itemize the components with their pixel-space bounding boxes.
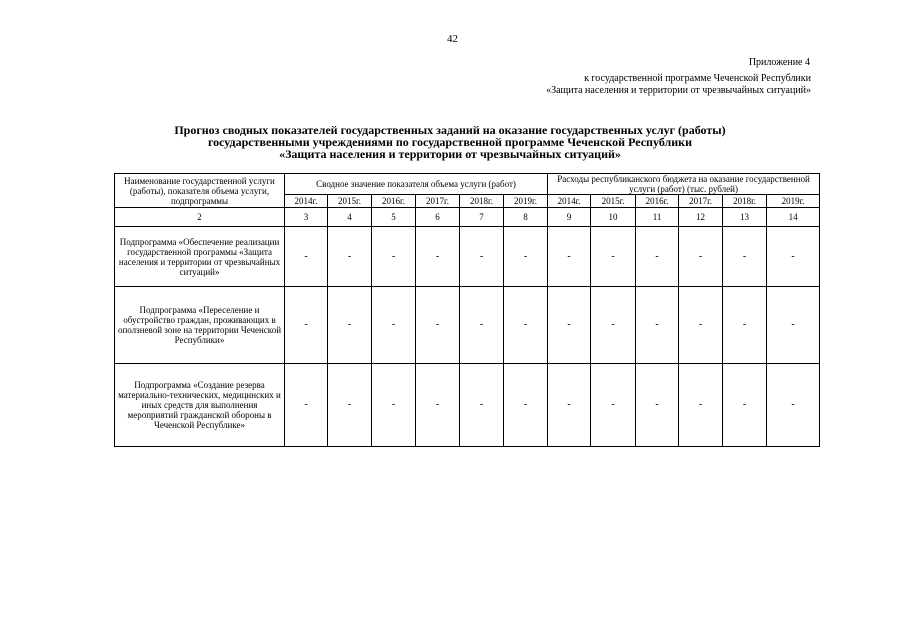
subprogram-name: Подпрограмма «Обеспечение реализации государственной программы «Защита населения и территории от чрезвычайных ситуаций» bbox=[115, 227, 285, 287]
appendix-label: Приложение 4 bbox=[748, 57, 810, 68]
page-number: 42 bbox=[447, 33, 458, 45]
table-cell: - bbox=[328, 287, 372, 364]
year-header: 2015г. bbox=[328, 195, 372, 208]
column-number: 5 bbox=[372, 208, 416, 227]
header-volume: Сводное значение показателя объема услуги (работ) bbox=[285, 174, 548, 195]
title-line-1: Прогноз сводных показателей государственных заданий на оказание государственных услуг (работы) bbox=[174, 123, 726, 137]
table-cell: - bbox=[636, 287, 679, 364]
table-cell: - bbox=[679, 364, 723, 447]
table-cell: - bbox=[636, 364, 679, 447]
column-number: 12 bbox=[679, 208, 723, 227]
title-line-3: «Защита населения и территории от чрезвычайных ситуаций» bbox=[279, 147, 621, 161]
table-cell: - bbox=[372, 227, 416, 287]
year-header: 2018г. bbox=[460, 195, 504, 208]
table-cell: - bbox=[548, 227, 591, 287]
table-row bbox=[115, 364, 820, 447]
year-header: 2015г. bbox=[591, 195, 636, 208]
table-cell: - bbox=[285, 287, 328, 364]
table-cell: - bbox=[416, 287, 460, 364]
column-number: 9 bbox=[548, 208, 591, 227]
year-header: 2018г. bbox=[723, 195, 767, 208]
forecast-table bbox=[114, 173, 820, 447]
table-cell: - bbox=[548, 287, 591, 364]
column-number: 13 bbox=[723, 208, 767, 227]
column-number: 6 bbox=[416, 208, 460, 227]
column-number: 3 bbox=[285, 208, 328, 227]
table-cell: - bbox=[591, 227, 636, 287]
table-cell: - bbox=[328, 227, 372, 287]
column-number: 2 bbox=[115, 208, 285, 227]
table-header-row bbox=[115, 174, 820, 195]
subprogram-name: Подпрограмма «Переселение и обустройство граждан, проживающих в оползневой зоне на территории Чеченской Республики» bbox=[115, 287, 285, 364]
table-cell: - bbox=[767, 227, 820, 287]
appendix-reference bbox=[546, 73, 811, 97]
table-cell: - bbox=[767, 287, 820, 364]
appendix-ref-line-1: к государственной программе Чеченской Республики bbox=[584, 73, 811, 84]
table-cell: - bbox=[372, 287, 416, 364]
table-cell: - bbox=[679, 287, 723, 364]
column-number: 8 bbox=[504, 208, 548, 227]
table-cell: - bbox=[591, 364, 636, 447]
header-budget: Расходы республиканского бюджета на оказание государственной услуги (работ) (тыс. рублей) bbox=[548, 174, 820, 195]
year-header: 2017г. bbox=[416, 195, 460, 208]
table-cell: - bbox=[416, 364, 460, 447]
title-line-2: государственными учреждениями по государственной программе Чеченской Республики bbox=[207, 135, 692, 149]
column-number-row bbox=[115, 208, 820, 227]
year-header: 2019г. bbox=[504, 195, 548, 208]
subprogram-name: Подпрограмма «Создание резерва материально-технических, медицинских и иных средств для выполнения мероприятий гражданской обороны в Чеченской Республике» bbox=[115, 364, 285, 447]
header-name: Наименование государственной услуги (работы), показателя объема услуги, подпрограммы bbox=[115, 174, 285, 208]
table-cell: - bbox=[504, 364, 548, 447]
appendix-ref-line-2: «Защита населения и территории от чрезвычайных ситуаций» bbox=[546, 85, 811, 96]
table-cell: - bbox=[285, 364, 328, 447]
year-header: 2017г. bbox=[679, 195, 723, 208]
column-number: 7 bbox=[460, 208, 504, 227]
document-title bbox=[100, 124, 800, 160]
table-cell: - bbox=[460, 227, 504, 287]
column-number: 14 bbox=[767, 208, 820, 227]
year-header: 2016г. bbox=[372, 195, 416, 208]
table-cell: - bbox=[504, 287, 548, 364]
table-cell: - bbox=[328, 364, 372, 447]
table-cell: - bbox=[679, 227, 723, 287]
column-number: 4 bbox=[328, 208, 372, 227]
table-cell: - bbox=[723, 287, 767, 364]
table-cell: - bbox=[460, 364, 504, 447]
table-row bbox=[115, 227, 820, 287]
table-cell: - bbox=[767, 364, 820, 447]
table-row bbox=[115, 287, 820, 364]
table-cell: - bbox=[723, 227, 767, 287]
table-cell: - bbox=[504, 227, 548, 287]
year-header: 2019г. bbox=[767, 195, 820, 208]
table-cell: - bbox=[636, 227, 679, 287]
table-cell: - bbox=[548, 364, 591, 447]
table-cell: - bbox=[372, 364, 416, 447]
year-header: 2014г. bbox=[285, 195, 328, 208]
table-cell: - bbox=[416, 227, 460, 287]
column-number: 10 bbox=[591, 208, 636, 227]
column-number: 11 bbox=[636, 208, 679, 227]
table-cell: - bbox=[723, 364, 767, 447]
table-cell: - bbox=[285, 227, 328, 287]
year-header: 2016г. bbox=[636, 195, 679, 208]
table-cell: - bbox=[460, 287, 504, 364]
year-header: 2014г. bbox=[548, 195, 591, 208]
table-cell: - bbox=[591, 287, 636, 364]
